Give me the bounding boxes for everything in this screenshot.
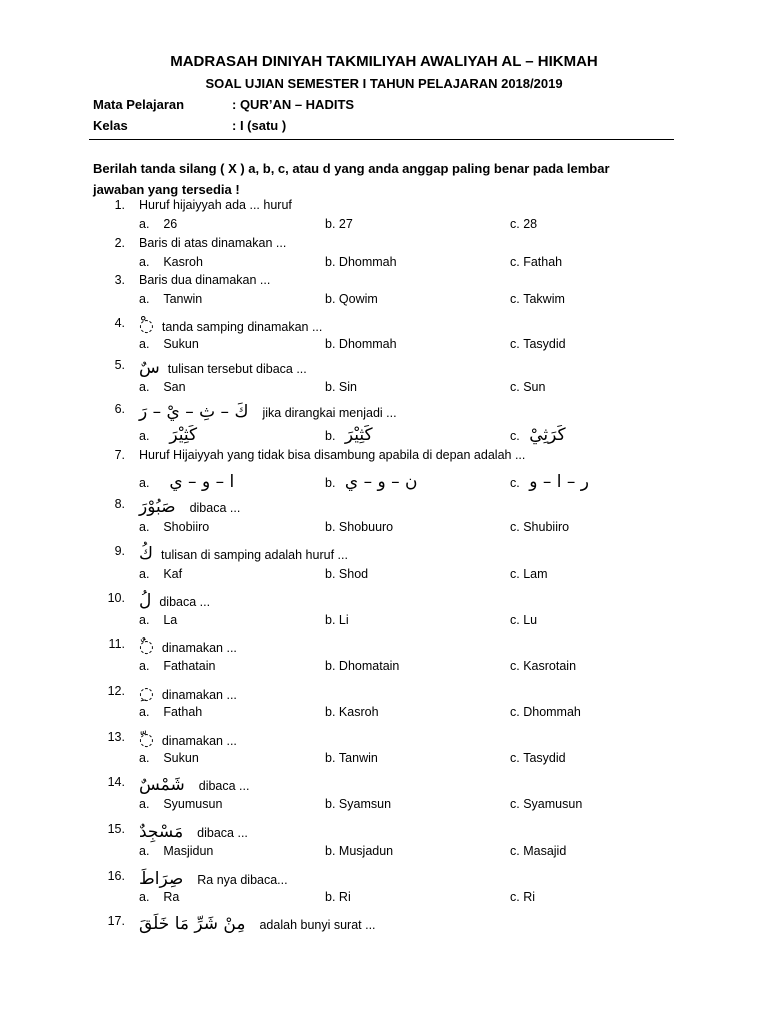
option-c[interactable] [510,380,545,394]
question-prompt: Huruf hijaiyyah ada ... huruf [139,198,292,212]
school-name: MADRASAH DINIYAH TAKMILIYAH AWALIYAH AL – HIKMAH [170,53,598,70]
option-a-label: a. [139,520,150,534]
option-a-text: Fathatain [163,659,216,673]
question-number: 13. [107,730,125,744]
option-c-label: c. [510,751,520,765]
option-a-text: Tanwin [163,292,203,306]
question-row [0,775,768,795]
option-b-label: b. [325,380,336,394]
option-b-text: Dhomatain [338,659,400,673]
option-b-label: b. [325,337,336,351]
options-row [0,292,768,312]
subject-value: : QUR’AN – HADITS [232,97,355,112]
option-c[interactable] [510,255,562,269]
option-a-label: a. [139,567,150,581]
question-number: 9. [114,544,125,558]
option-b-text: Shod [338,567,369,581]
option-c-text: Syamusun [523,797,583,811]
question-number: 2. [114,236,125,250]
question-prompt: tulisan tersebut dibaca ... [167,362,307,376]
class-value: : I (satu ) [232,118,287,133]
option-c[interactable] [510,337,566,351]
option-c-text: Kasrotain [523,659,577,673]
option-a-label: a. [139,292,150,306]
options-row [0,844,768,864]
question-row [0,637,768,657]
question-prompt: Baris di atas dinamakan ... [139,236,287,250]
arabic-text: صَبُوْرَ [139,497,176,517]
question-prompt: adalah bunyi surat ... [259,918,376,932]
arabic-text: كُ [139,544,154,564]
option-a[interactable] [139,890,179,904]
option-a-text: La [163,613,178,627]
option-b-text: Li [338,613,349,627]
option-a-text: Shobiiro [163,520,210,534]
question-number: 1. [114,198,125,212]
option-c[interactable] [510,472,589,492]
option-b[interactable] [325,705,379,719]
option-c-text: Ri [523,890,536,904]
option-a[interactable] [139,844,213,858]
option-c-label: c. [510,337,520,351]
option-b-text: Qowim [338,292,378,306]
options-row [0,613,768,633]
question-text [139,637,237,657]
option-b-label: b. [325,844,336,858]
question-number: 3. [114,273,125,287]
option-b-label: b. [325,217,336,231]
option-c-label: c. [510,476,520,490]
option-a[interactable] [139,380,186,394]
options-row [0,380,768,400]
option-a-label: a. [139,255,150,269]
header-divider [89,139,674,140]
option-c-text: Lu [523,613,538,627]
option-b-text: 27 [338,217,353,231]
option-c-text: Tasydid [523,337,566,351]
question-text [139,198,292,212]
question-text [139,822,248,842]
question-text [139,869,288,889]
option-b[interactable] [325,472,418,492]
option-b[interactable] [325,567,368,581]
option-b-text: Sin [338,380,357,394]
option-c-text: Sun [523,380,546,394]
option-a[interactable] [139,472,234,492]
option-a-label: a. [139,217,150,231]
question-number: 4. [114,316,125,330]
question-row [0,730,768,750]
options-row [0,797,768,817]
option-c[interactable] [510,217,537,231]
option-b-arabic: ن – و – ي [344,472,418,492]
option-a[interactable] [139,520,209,534]
question-row [0,448,768,468]
option-c[interactable] [510,659,576,673]
option-b-arabic: كَثِيْرَ [344,425,373,445]
option-a[interactable] [139,797,222,811]
question-number: 7. [114,448,125,462]
question-prompt: tulisan di samping adalah huruf ... [161,548,348,562]
option-c-label: c. [510,797,520,811]
question-text [139,544,348,564]
arabic-text: ◌ٌ [139,637,154,657]
option-c-text: 28 [523,217,538,231]
question-text [139,316,322,336]
question-prompt: dibaca ... [198,779,250,793]
option-b-text: Musjadun [338,844,394,858]
option-b-label: b. [325,751,336,765]
option-b-text: Dhommah [338,337,397,351]
option-b-label: b. [325,255,336,269]
option-a[interactable] [139,567,182,581]
question-prompt: dibaca ... [159,595,211,609]
option-c-text: Masajid [523,844,567,858]
question-number: 5. [114,358,125,372]
option-c-label: c. [510,380,520,394]
options-row [0,659,768,679]
option-c[interactable] [510,890,535,904]
option-a-label: a. [139,380,150,394]
option-c[interactable] [510,613,537,627]
option-c-label: c. [510,217,520,231]
question-row [0,914,768,934]
option-c-label: c. [510,429,520,443]
question-text [139,273,270,287]
arabic-text: سٌ [139,358,160,378]
option-b-label: b. [325,429,336,443]
options-row [0,705,768,725]
question-text [139,591,210,611]
option-a-label: a. [139,890,150,904]
question-text [139,402,397,422]
option-a-arabic: كَثِيْرَ [169,425,198,445]
question-text [139,775,249,795]
question-row [0,591,768,611]
question-prompt: tanda samping dinamakan ... [161,320,323,334]
option-c-text: Shubiiro [523,520,570,534]
options-row [0,567,768,587]
option-c-label: c. [510,705,520,719]
option-a[interactable] [139,659,215,673]
question-row [0,869,768,889]
option-c[interactable] [510,751,566,765]
option-a-text: Fathah [163,705,203,719]
option-b-text: Syamsun [338,797,392,811]
question-prompt: dibaca ... [197,826,248,840]
option-a-text: 26 [163,217,178,231]
question-number: 8. [114,497,125,511]
option-a-text: Masjidun [163,844,214,858]
option-a-text: Sukun [163,337,199,351]
option-b-text: Dhommah [338,255,397,269]
option-b-label: b. [325,567,336,581]
option-a-text: Syumusun [163,797,223,811]
option-c[interactable] [510,292,565,306]
option-c[interactable] [510,705,581,719]
option-b[interactable] [325,337,397,351]
options-row [0,890,768,910]
arabic-text: صِرَاطَ [139,869,184,889]
question-number: 16. [107,869,125,883]
option-c[interactable] [510,567,548,581]
question-row [0,273,768,293]
question-text [139,730,237,750]
options-row [0,425,768,445]
option-b[interactable] [325,844,393,858]
option-a-label: a. [139,429,150,443]
option-a-text: Ra [163,890,180,904]
question-prompt: dinamakan ... [161,688,237,702]
option-c-label: c. [510,659,520,673]
instruction-text: Berilah tanda silang ( X ) a, b, c, atau d yang anda anggap paling benar pada lembar jawaban yang tersedia ! [93,161,610,197]
option-a[interactable] [139,425,197,445]
option-c[interactable] [510,425,566,445]
question-prompt: Baris dua dinamakan ... [139,273,271,287]
question-number: 17. [107,914,125,928]
option-b-text: Shobuuro [338,520,394,534]
option-c-arabic: ر – ا – و [529,472,589,492]
option-a-text: San [163,380,186,394]
option-a[interactable] [139,751,199,765]
option-b[interactable] [325,797,391,811]
option-a-arabic: ا – و – ي [169,472,235,492]
option-b[interactable] [325,380,357,394]
option-a[interactable] [139,337,199,351]
question-prompt: Ra nya dibaca... [197,873,288,887]
option-b[interactable] [325,751,378,765]
option-b-label: b. [325,520,336,534]
question-row [0,236,768,256]
question-text [139,684,237,704]
option-c-label: c. [510,520,520,534]
option-c[interactable] [510,520,569,534]
option-a-label: a. [139,337,150,351]
option-a-label: a. [139,476,150,490]
arabic-text: ◌ّ [139,730,154,750]
options-row [0,751,768,771]
option-b-label: b. [325,797,336,811]
options-row [0,472,768,492]
question-prompt: jika dirangkai menjadi ... [262,406,397,420]
option-c-arabic: كَرَثِيْ [529,425,566,445]
option-a-text: Kasroh [163,255,203,269]
arabic-text: ◌ِ [139,684,154,704]
class-label: Kelas [93,118,128,133]
option-b[interactable] [325,613,349,627]
options-row [0,337,768,357]
question-text [139,236,286,250]
question-number: 11. [108,637,125,651]
question-text [139,497,240,517]
exam-title: SOAL UJIAN SEMESTER I TAHUN PELAJARAN 2018/2019 [205,76,563,91]
arabic-text: مِنْ شَرِّ مَا خَلَقَ [139,914,246,934]
option-a[interactable] [139,292,202,306]
option-b[interactable] [325,217,353,231]
option-c-label: c. [510,844,520,858]
question-text [139,914,376,934]
option-b[interactable] [325,292,378,306]
question-row [0,497,768,517]
option-c-label: c. [510,255,520,269]
question-row [0,198,768,218]
option-a-label: a. [139,751,150,765]
option-b[interactable] [325,890,351,904]
option-c-text: Lam [523,567,548,581]
question-number: 10. [107,591,125,605]
options-row [0,255,768,275]
option-c-text: Takwim [523,292,565,306]
arabic-text: كَ – ثِ – يْ – رَ [139,402,249,422]
option-b-text: Tanwin [338,751,378,765]
option-b-label: b. [325,705,336,719]
option-b-label: b. [325,659,336,673]
option-b-text: Kasroh [338,705,379,719]
option-c-label: c. [510,890,520,904]
question-prompt: Huruf Hijaiyyah yang tidak bisa disambung apabila di depan adalah ... [139,448,526,462]
option-a-text: Sukun [163,751,199,765]
option-b[interactable] [325,659,399,673]
question-prompt: dinamakan ... [161,641,237,655]
option-b-text: Ri [338,890,351,904]
option-b-label: b. [325,292,336,306]
option-a-label: a. [139,844,150,858]
arabic-text: شَمْسٌ [139,775,185,795]
option-b[interactable] [325,425,373,445]
question-row [0,544,768,564]
option-a-label: a. [139,613,150,627]
option-c[interactable] [510,844,566,858]
question-row [0,684,768,704]
option-c-text: Tasydid [523,751,566,765]
question-row [0,822,768,842]
question-prompt: dinamakan ... [161,734,237,748]
question-row [0,402,768,422]
option-b-label: b. [325,890,336,904]
question-number: 15. [107,822,125,836]
option-a-label: a. [139,659,150,673]
question-row [0,316,768,336]
option-a[interactable] [139,217,177,231]
arabic-text: مَسْجِدٌ [139,822,184,842]
option-c-label: c. [510,292,520,306]
question-row [0,358,768,378]
option-b[interactable] [325,520,393,534]
option-a-text: Kaf [163,567,183,581]
option-a[interactable] [139,255,203,269]
question-text [139,448,525,462]
arabic-text: لُ [139,591,152,611]
options-row [0,217,768,237]
question-number: 14. [107,775,125,789]
question-number: 12. [107,684,125,698]
option-b-label: b. [325,476,336,490]
option-a-label: a. [139,705,150,719]
question-number: 6. [114,402,125,416]
option-b[interactable] [325,255,397,269]
question-prompt: dibaca ... [189,501,241,515]
options-row [0,520,768,540]
option-c-text: Dhommah [523,705,581,719]
option-c-text: Fathah [523,255,563,269]
option-a[interactable] [139,613,177,627]
option-a-label: a. [139,797,150,811]
question-text [139,358,307,378]
option-c-label: c. [510,567,520,581]
option-c[interactable] [510,797,582,811]
option-a[interactable] [139,705,202,719]
option-b-label: b. [325,613,336,627]
subject-label: Mata Pelajaran [93,97,185,112]
arabic-text: ◌ْ [139,316,154,336]
option-c-label: c. [510,613,520,627]
